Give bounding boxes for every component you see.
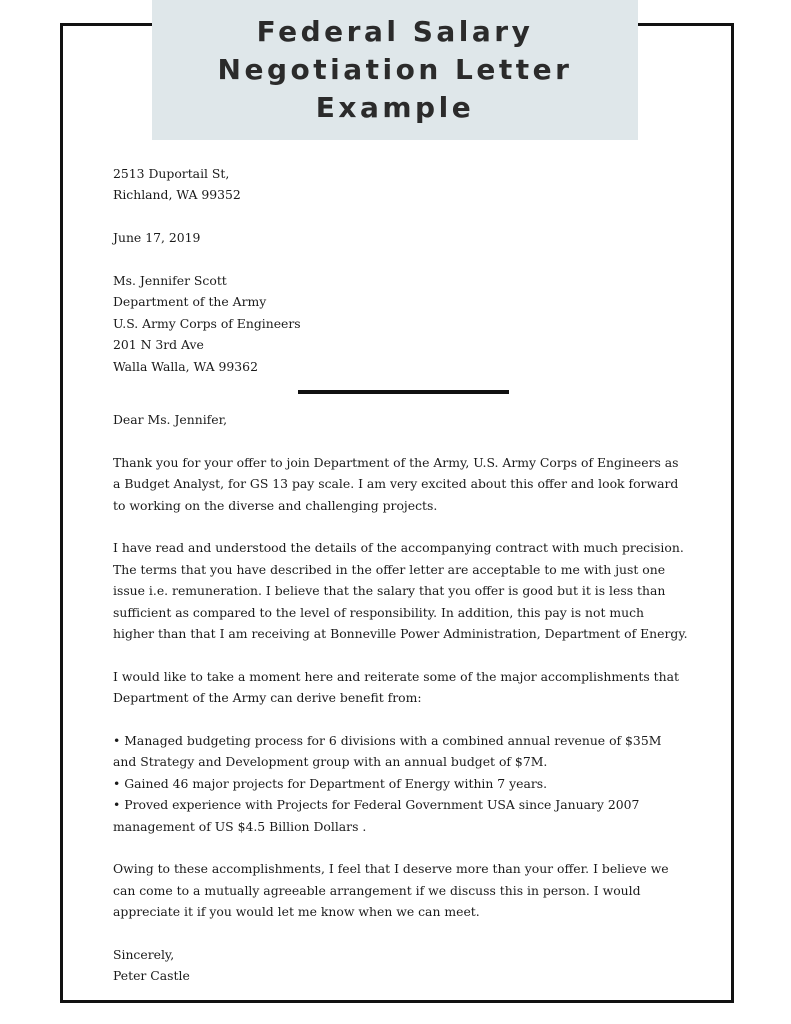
letter-date: June 17, 2019 — [113, 230, 201, 246]
recipient-street: 201 N 3rd Ave — [113, 337, 204, 353]
recipient-department: Department of the Army — [113, 294, 267, 310]
bullet-item: • Gained 46 major projects for Department of Energy within 7 years. — [113, 775, 548, 791]
title-banner — [152, 0, 638, 140]
bullet-item: • Managed budgeting process for 6 divisions with a combined annual revenue of $35M and Strategy and Development group with an annual budget of $7M. — [113, 733, 662, 770]
section-divider — [298, 390, 509, 394]
sign-off: Sincerely, — [113, 947, 175, 963]
paragraph: Thank you for your offer to join Department of the Army, U.S. Army Corps of Engineers as a Budget Analyst, for GS 13 pay scale. I am very excited about this offer and look forward to working on the diverse and challenging projects. — [113, 454, 679, 513]
salutation: Dear Ms. Jennifer, — [113, 412, 228, 427]
paragraph: I have read and understood the details of the accompanying contract with much precision. The terms that you have described in the offer letter are acceptable to me with just one issue i.e. remuneration. I believe that the salary that you offer is good but it is less than sufficient as compared to the level of responsibility. In addition, this pay is not much higher than that I am receiving at Bonneville Power Administration, Department of Energy. — [113, 540, 688, 642]
recipient-organization: U.S. Army Corps of Engineers — [113, 315, 301, 331]
bullet-item: • Proved experience with Projects for Federal Government USA since January 2007 management of US $4.5 Billion Dollars . — [113, 797, 640, 834]
signature: Peter Castle — [113, 968, 190, 984]
page-title: Federal Salary Negotiation Letter Example — [217, 15, 573, 124]
letter-header — [113, 163, 693, 377]
letter-body — [113, 409, 688, 987]
sender-city: Richland, WA 99352 — [113, 187, 241, 203]
paragraph: I would like to take a moment here and reiterate some of the major accomplishments that Department of the Army can derive benefit from: — [113, 668, 679, 706]
recipient-city: Walla Walla, WA 99362 — [113, 358, 258, 374]
sender-street: 2513 Duportail St, — [113, 166, 230, 181]
recipient-name: Ms. Jennifer Scott — [113, 273, 227, 288]
closing-paragraph: Owing to these accomplishments, I feel that I deserve more than your offer. I believe we can come to a mutually agreeable arrangement if we discuss this in person. I would appreciate it if you would let me know when we can meet. — [113, 861, 669, 920]
